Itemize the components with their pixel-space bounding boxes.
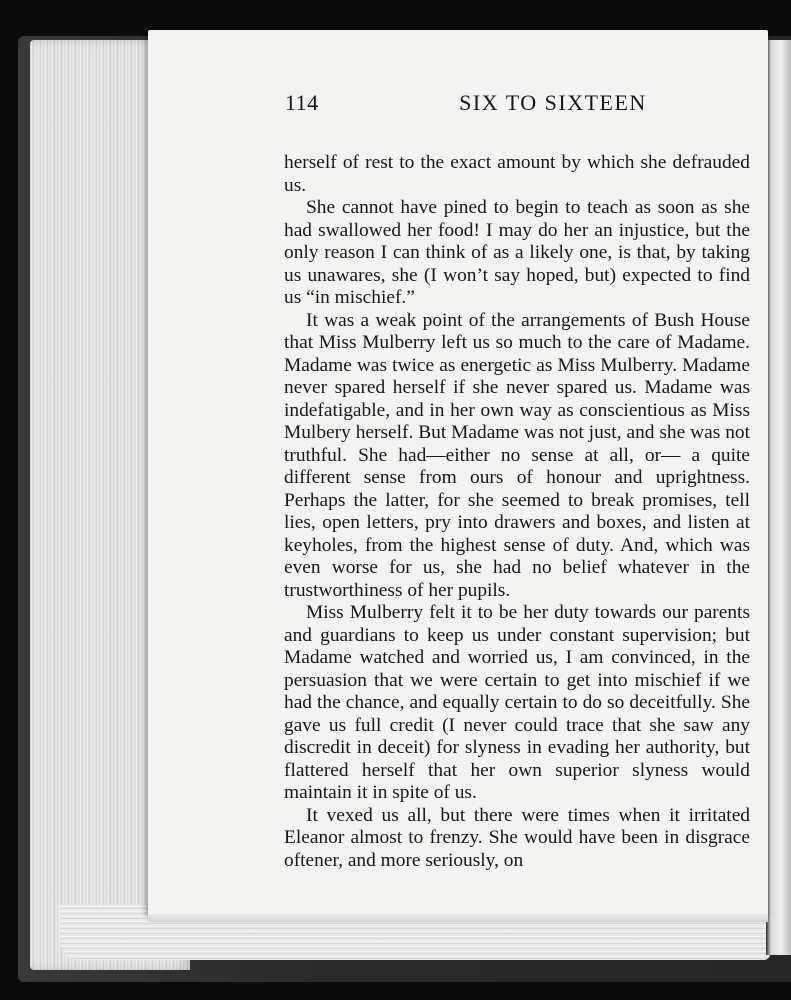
paragraph: Miss Mulberry felt it to be her duty towards our parents and guardians to keep us under constant supervision; but Madame watched and worried us, I am convinced, in the persuasion that we were certain to get into mischief if we had the chance, and equally certain to do so deceitfully. She gave us full credit (I never could trace that she saw any discredit in deceit) for slyness in evading her authority, but flattered herself that her own superior slyness would maintain it in spite of us. <box>284 602 750 803</box>
page-header <box>285 90 743 118</box>
paragraph: It was a weak point of the arrangements of Bush House that Miss Mulberry left us so much to the care of Madame. Madame was twice as energetic as Miss Mulberry. Madame never spared herself if she never spared us. Madame was indefatigable, and in her own way as conscientious as Miss Mulbery herself. But Madame was not just, and she was not truthful. She had—either no sense at all, or— a quite different sense from ours of honour and uprightness. Perhaps the latter, for she seemed to break promises, tell lies, open letters, pry into drawers and boxes, and listen at keyholes, from the highest sense of duty. And, which was even worse for us, she had no belief whatever in the trustworthiness of her pupils. <box>284 309 750 601</box>
book-page <box>148 30 768 916</box>
facing-page-edge <box>766 40 791 955</box>
paragraph: It vexed us all, but there were times when it irritated Eleanor almost to frenzy. She would have been in disgrace oftener, and more seriously, on <box>284 804 750 871</box>
paragraph: She cannot have pined to begin to teach as soon as she had swallowed her food! I may do her an injustice, but the only reason I can think of as a likely one, is that, by taking us unawares, she (I won’t say hoped, but) expected to find us “in mischief.” <box>284 197 750 308</box>
page-number: 114 <box>285 90 319 115</box>
body-text <box>284 152 750 872</box>
paragraph: herself of rest to the exact amount by which she defrauded us. <box>284 152 750 196</box>
running-head: SIX TO SIXTEEN <box>459 90 647 115</box>
